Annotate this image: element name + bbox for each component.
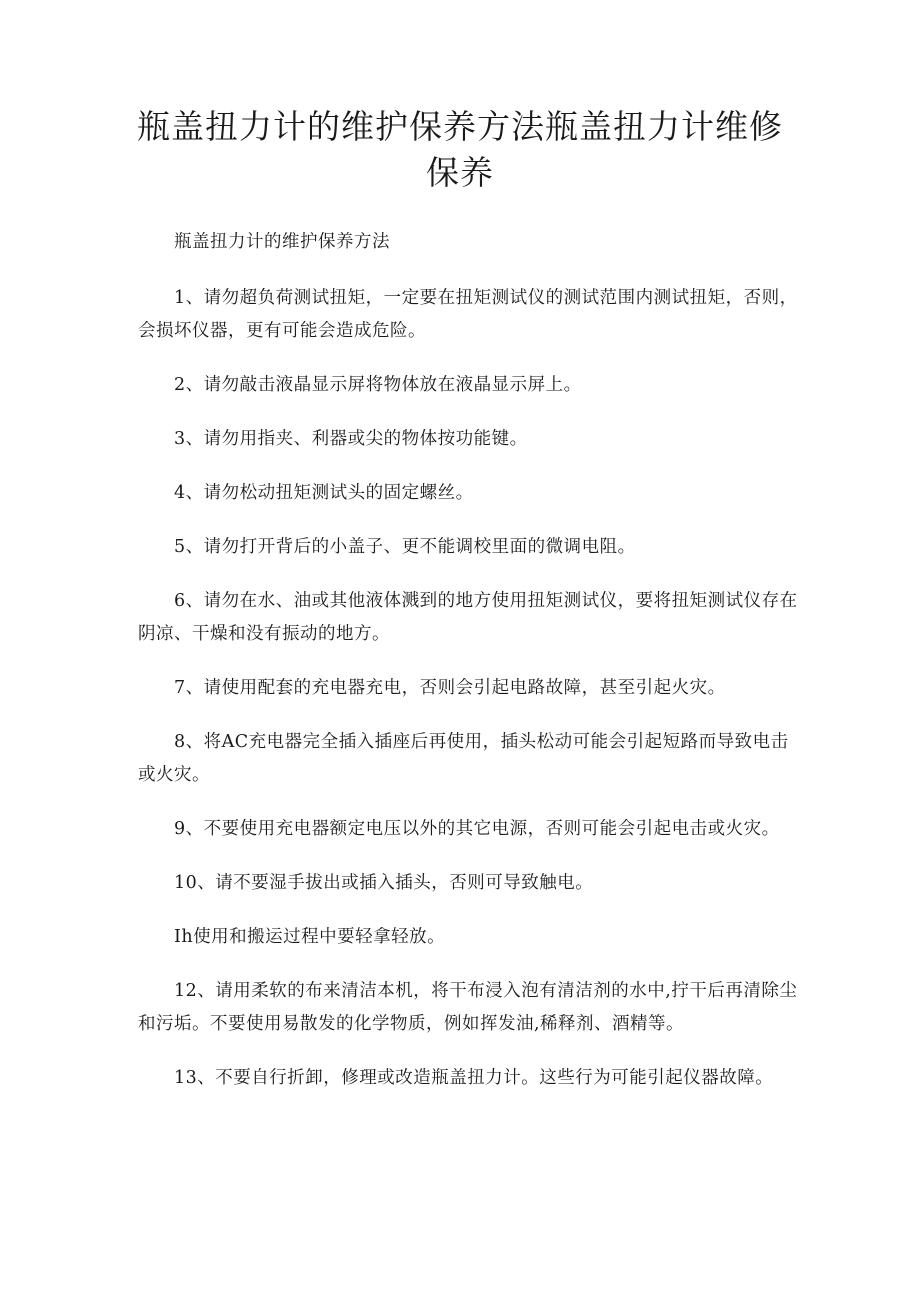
list-item-4: 4、请勿松动扭矩测试头的固定螺丝。 (174, 483, 474, 503)
list-item-10: 10、请不要湿手拔出或插入插头，否则可导致触电。 (174, 873, 594, 893)
list-item-5: 5、请勿打开背后的小盖子、更不能调校里面的微调电阻。 (174, 537, 636, 557)
document-body (138, 226, 798, 1116)
list-item-12: 12、请用柔软的布来清洁本机，将干布浸入泡有清洁剂的水中,拧干后再清除尘和污垢。不要使用易散发的化学物质，例如挥发油,稀释剂、酒精等。 (138, 981, 798, 1034)
list-item-8: 8、将AC充电器完全插入插座后再使用，插头松动可能会引起短路而导致电击或火灾。 (138, 732, 789, 785)
page-title (130, 104, 790, 196)
list-item-2: 2、请勿敲击液晶显示屏将物体放在液晶显示屏上。 (174, 375, 582, 395)
list-item-6: 6、请勿在水、油或其他液体溅到的地方使用扭矩测试仪，要将扭矩测试仪存在阴凉、干燥和没有振动的地方。 (138, 591, 798, 644)
list-item-7: 7、请使用配套的充电器充电，否则会引起电路故障，甚至引起火灾。 (174, 678, 726, 698)
title-line-2: 保养 (426, 153, 494, 192)
section-subtitle: 瓶盖扭力计的维护保养方法 (174, 232, 390, 252)
list-item-13: 13、不要自行折卸，修理或改造瓶盖扭力计。这些行为可能引起仪器故障。 (174, 1068, 774, 1088)
list-item-9: 9、不要使用充电器额定电压以外的其它电源，否则可能会引起电击或火灾。 (174, 819, 780, 839)
title-line-1: 瓶盖扭力计的维护保养方法瓶盖扭力计维修 (137, 107, 783, 146)
list-item-1: 1、请勿超负荷测试扭矩，一定要在扭矩测试仪的测试范围内测试扭矩，否则，会损坏仪器，更有可能会造成危险。 (138, 288, 798, 341)
list-item-11: Ih使用和搬运过程中要轻拿轻放。 (174, 927, 446, 947)
list-item-3: 3、请勿用指夹、利器或尖的物体按功能键。 (174, 429, 528, 449)
